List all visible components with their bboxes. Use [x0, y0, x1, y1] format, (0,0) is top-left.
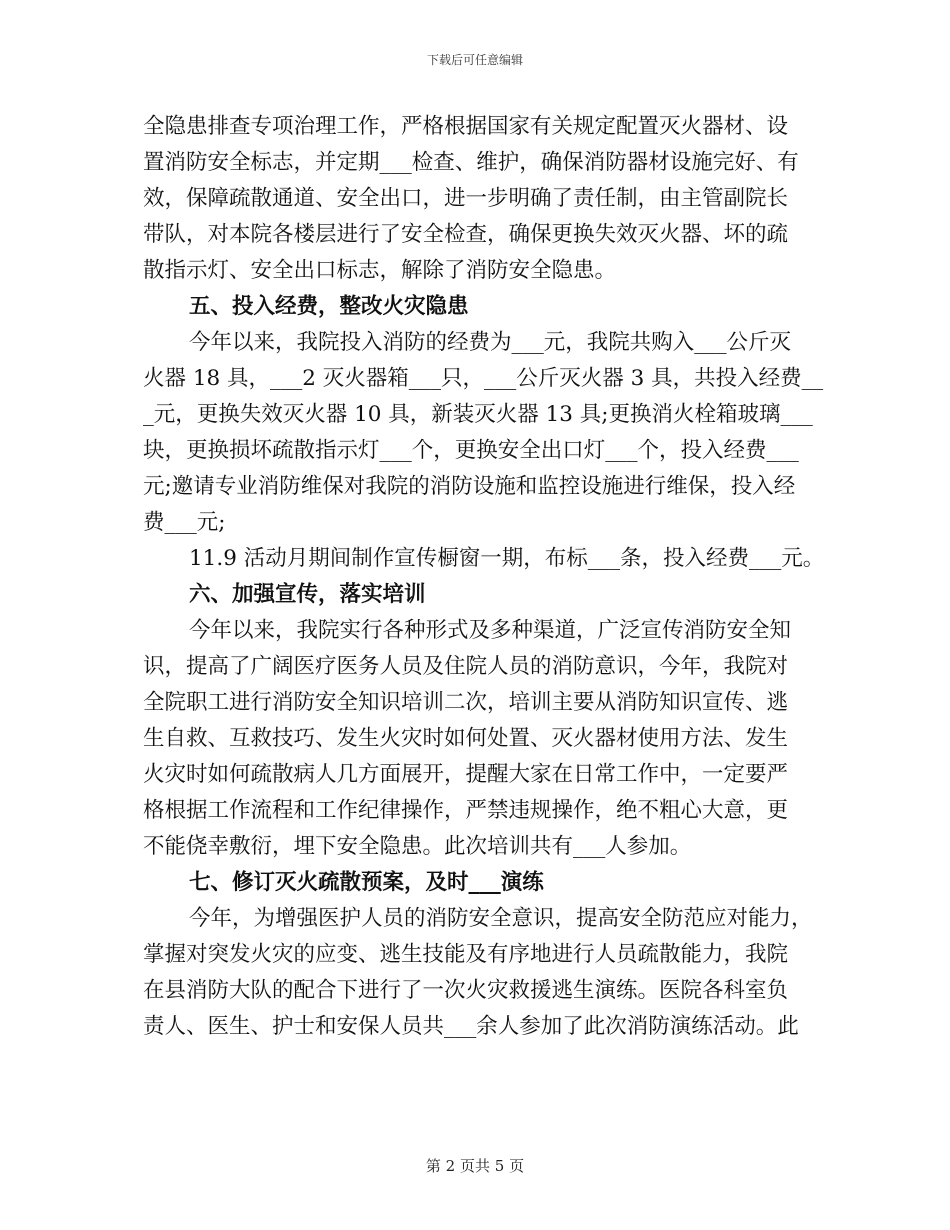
paragraph-line: 散指示灯、安全出口标志，解除了消防安全隐患。 — [143, 258, 617, 283]
paragraph-line: 全院职工进行消防安全知识培训二次，培训主要从消防知识宣传、逃 — [143, 690, 789, 715]
paragraph-line: 置消防安全标志，并定期___检查、维护，确保消防器材设施完好、有 — [143, 150, 799, 175]
paragraph-line: 识，提高了广阔医疗医务人员及住院人员的消防意识，今年，我院对 — [143, 654, 789, 679]
paragraph-line: 费___元; — [143, 510, 226, 535]
paragraph-line: 在县消防大队的配合下进行了一次火灾救援逃生演练。医院各科室负 — [143, 978, 789, 1003]
paragraph-line: 块，更换损坏疏散指示灯___个，更换安全出口灯___个，投入经费___ — [143, 438, 799, 463]
paragraph-line: 生自救、互救技巧、发生火灾时如何处置、灭火器材使用方法、发生 — [143, 726, 789, 751]
paragraph-line: 不能侥幸敷衍，埋下安全隐患。此次培训共有___人参加。 — [143, 834, 692, 859]
paragraph-line: 全隐患排查专项治理工作，严格根据国家有关规定配置灭火器材、设 — [143, 114, 789, 139]
page-footer: 第 2 页共 5 页 — [425, 1157, 525, 1175]
section-heading: 五、投入经费，整改火灾隐患 — [189, 294, 469, 319]
paragraph-line: 11.9 活动月期间制作宣传橱窗一期，布标___条，投入经费___元。 — [189, 546, 825, 571]
section-heading: 六、加强宣传，落实培训 — [189, 582, 426, 607]
section-heading: 七、修订灭火疏散预案，及时___演练 — [189, 870, 544, 895]
paragraph-line: _元，更换失效灭火器 10 具，新装灭火器 13 具;更换消火栓箱玻璃___ — [143, 402, 813, 427]
paragraph-line: 今年以来，我院投入消防的经费为___元，我院共购入___公斤灭 — [189, 330, 792, 355]
paragraph-line: 元;邀请专业消防维保对我院的消防设施和监控设施进行维保，投入经 — [143, 474, 796, 499]
paragraph-line: 带队，对本院各楼层进行了安全检查，确保更换失效灭火器、坏的疏 — [143, 222, 789, 247]
paragraph-line: 效，保障疏散通道、安全出口，进一步明确了责任制，由主管副院长 — [143, 186, 789, 211]
paragraph-line: 责人、医生、护士和安保人员共___余人参加了此次消防演练活动。此 — [143, 1014, 799, 1039]
paragraph-line: 格根据工作流程和工作纪律操作，严禁违规操作，绝不粗心大意，更 — [143, 798, 789, 823]
paragraph-line: 掌握对突发火灾的应变、逃生技能及有序地进行人员疏散能力，我院 — [143, 942, 789, 967]
paragraph-line: 今年，为增强医护人员的消防安全意识，提高安全防范应对能力， — [189, 906, 813, 931]
paragraph-line: 今年以来，我院实行各种形式及多种渠道，广泛宣传消防安全知 — [189, 618, 792, 643]
page-header: 下载后可任意编辑 — [426, 53, 523, 67]
paragraph-line: 火器 18 具，___2 灭火器箱___只，___公斤灭火器 3 具，共投入经费__ — [143, 366, 824, 391]
paragraph-line: 火灾时如何疏散病人几方面展开，提醒大家在日常工作中，一定要严 — [143, 762, 789, 787]
document-body — [143, 109, 825, 1045]
